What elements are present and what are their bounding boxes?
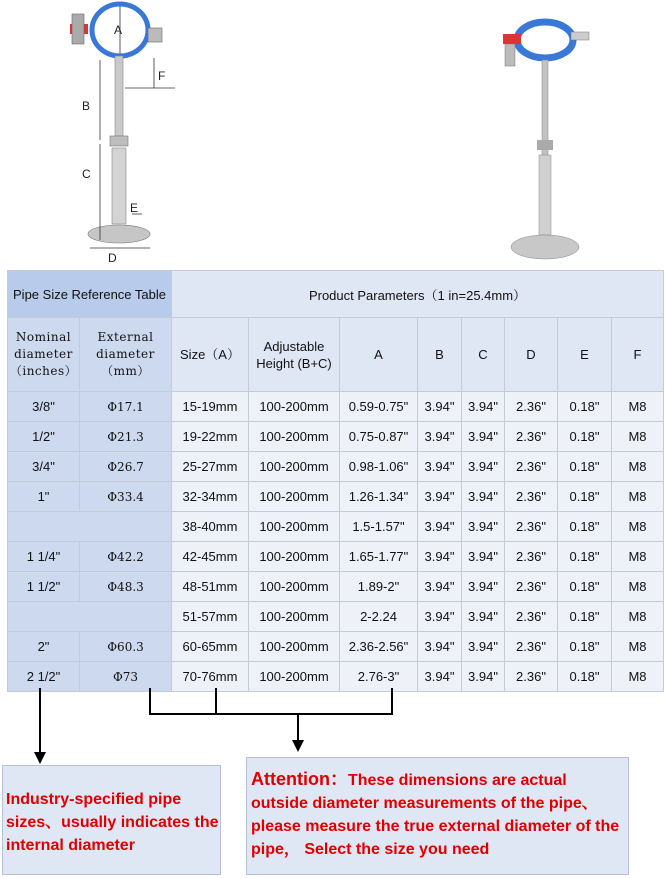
- a-cell: 2-2.24: [340, 602, 418, 632]
- dim-label-f: F: [158, 69, 166, 83]
- b-cell: 3.94": [418, 512, 462, 542]
- nominal-cell: 3/8": [8, 392, 80, 422]
- external-cell: Φ48.3: [80, 572, 172, 602]
- height-cell: 100-200mm: [249, 632, 340, 662]
- e-cell: 0.18": [558, 572, 612, 602]
- e-cell: 0.18": [558, 662, 612, 692]
- a-cell: 0.98-1.06": [340, 452, 418, 482]
- height-cell: 100-200mm: [249, 482, 340, 512]
- b-cell: 3.94": [418, 452, 462, 482]
- c-cell: 3.94": [462, 482, 505, 512]
- e-cell: 0.18": [558, 602, 612, 632]
- d-cell: 2.36": [505, 512, 558, 542]
- a-cell: 1.89-2": [340, 572, 418, 602]
- col-d: D: [505, 318, 558, 392]
- d-cell: 2.36": [505, 482, 558, 512]
- dim-label-d: D: [108, 251, 117, 265]
- a-cell: 2.76-3": [340, 662, 418, 692]
- b-cell: 3.94": [418, 602, 462, 632]
- a-cell: 0.75-0.87": [340, 422, 418, 452]
- dim-label-c: C: [82, 167, 91, 181]
- nominal-cell: 1 1/2": [8, 572, 80, 602]
- height-cell: 100-200mm: [249, 422, 340, 452]
- note-left-text: Industry-specified pipe sizes、usually indicates the internal diameter: [6, 791, 219, 854]
- d-cell: 2.36": [505, 422, 558, 452]
- size-cell: 70-76mm: [172, 662, 249, 692]
- col-height: Adjustable Height (B+C): [249, 318, 340, 392]
- d-cell: 2.36": [505, 662, 558, 692]
- nominal-cell: 2 1/2": [8, 662, 80, 692]
- b-cell: 3.94": [418, 542, 462, 572]
- e-cell: 0.18": [558, 482, 612, 512]
- b-cell: 3.94": [418, 632, 462, 662]
- col-b: B: [418, 318, 462, 392]
- d-cell: 2.36": [505, 452, 558, 482]
- f-cell: M8: [612, 572, 664, 602]
- height-cell: 100-200mm: [249, 512, 340, 542]
- nominal-cell: 1/2": [8, 422, 80, 452]
- dim-label-b: B: [82, 99, 91, 113]
- height-cell: 100-200mm: [249, 542, 340, 572]
- nominal-cell: 2": [8, 632, 80, 662]
- c-cell: 3.94": [462, 662, 505, 692]
- col-e: E: [558, 318, 612, 392]
- c-cell: 3.94": [462, 512, 505, 542]
- external-cell: Φ42.2: [80, 542, 172, 572]
- params-header: Product Parameters（1 in=25.4mm）: [172, 271, 664, 318]
- height-cell: 100-200mm: [249, 602, 340, 632]
- ref-table-header: Pipe Size Reference Table: [8, 271, 172, 318]
- dim-label-a: A: [114, 23, 123, 37]
- size-cell: 51-57mm: [172, 602, 249, 632]
- e-cell: 0.18": [558, 632, 612, 662]
- f-cell: M8: [612, 512, 664, 542]
- external-cell: Φ60.3: [80, 632, 172, 662]
- height-cell: 100-200mm: [249, 572, 340, 602]
- nominal-cell: 1": [8, 482, 80, 512]
- col-external: External diameter（mm）: [80, 318, 172, 392]
- height-cell: 100-200mm: [249, 452, 340, 482]
- note-attention: [246, 757, 629, 875]
- a-cell: 1.65-1.77": [340, 542, 418, 572]
- b-cell: 3.94": [418, 392, 462, 422]
- a-cell: 2.36-2.56": [340, 632, 418, 662]
- bracket-line: [150, 688, 392, 714]
- external-cell: Φ17.1: [80, 392, 172, 422]
- b-cell: 3.94": [418, 662, 462, 692]
- e-cell: 0.18": [558, 422, 612, 452]
- size-cell: 25-27mm: [172, 452, 249, 482]
- a-cell: 1.26-1.34": [340, 482, 418, 512]
- external-cell: Φ73: [80, 662, 172, 692]
- left-arrowhead: [34, 752, 46, 764]
- e-cell: 0.18": [558, 542, 612, 572]
- dim-label-e: E: [130, 201, 139, 215]
- f-cell: M8: [612, 632, 664, 662]
- height-cell: 100-200mm: [249, 662, 340, 692]
- nominal-cell: 3/4": [8, 452, 80, 482]
- f-cell: M8: [612, 422, 664, 452]
- a-cell: 1.5-1.57": [340, 512, 418, 542]
- c-cell: 3.94": [462, 392, 505, 422]
- c-cell: 3.94": [462, 422, 505, 452]
- c-cell: 3.94": [462, 602, 505, 632]
- d-cell: 2.36": [505, 392, 558, 422]
- d-cell: 2.36": [505, 602, 558, 632]
- external-cell: Φ26.7: [80, 452, 172, 482]
- size-cell: 19-22mm: [172, 422, 249, 452]
- b-cell: 3.94": [418, 482, 462, 512]
- external-cell: Φ21.3: [80, 422, 172, 452]
- a-cell: 0.59-0.75": [340, 392, 418, 422]
- size-cell: 42-45mm: [172, 542, 249, 572]
- right-arrowhead: [292, 740, 304, 752]
- f-cell: M8: [612, 392, 664, 422]
- size-cell: 60-65mm: [172, 632, 249, 662]
- e-cell: 0.18": [558, 392, 612, 422]
- col-c: C: [462, 318, 505, 392]
- note-industry-size: [2, 765, 221, 875]
- f-cell: M8: [612, 452, 664, 482]
- attention-text: These dimensions are actual outside diameter measurements of the pipe、please measure the true external diameter of the pipe， Select the size you need: [251, 772, 620, 858]
- col-nominal: Nominal diameter（inches）: [8, 318, 80, 392]
- d-cell: 2.36": [505, 572, 558, 602]
- size-cell: 15-19mm: [172, 392, 249, 422]
- col-f: F: [612, 318, 664, 392]
- c-cell: 3.94": [462, 632, 505, 662]
- height-cell: 100-200mm: [249, 392, 340, 422]
- c-cell: 3.94": [462, 452, 505, 482]
- b-cell: 3.94": [418, 572, 462, 602]
- e-cell: 0.18": [558, 452, 612, 482]
- c-cell: 3.94": [462, 542, 505, 572]
- col-size: Size（A）: [172, 318, 249, 392]
- f-cell: M8: [612, 482, 664, 512]
- f-cell: M8: [612, 542, 664, 572]
- d-cell: 2.36": [505, 632, 558, 662]
- b-cell: 3.94": [418, 422, 462, 452]
- size-cell: 38-40mm: [172, 512, 249, 542]
- attention-label: Attention：: [251, 769, 348, 789]
- size-cell: 32-34mm: [172, 482, 249, 512]
- f-cell: M8: [612, 662, 664, 692]
- e-cell: 0.18": [558, 512, 612, 542]
- external-cell: Φ33.4: [80, 482, 172, 512]
- nominal-cell: 1 1/4": [8, 542, 80, 572]
- f-cell: M8: [612, 602, 664, 632]
- d-cell: 2.36": [505, 542, 558, 572]
- col-a: A: [340, 318, 418, 392]
- c-cell: 3.94": [462, 572, 505, 602]
- size-cell: 48-51mm: [172, 572, 249, 602]
